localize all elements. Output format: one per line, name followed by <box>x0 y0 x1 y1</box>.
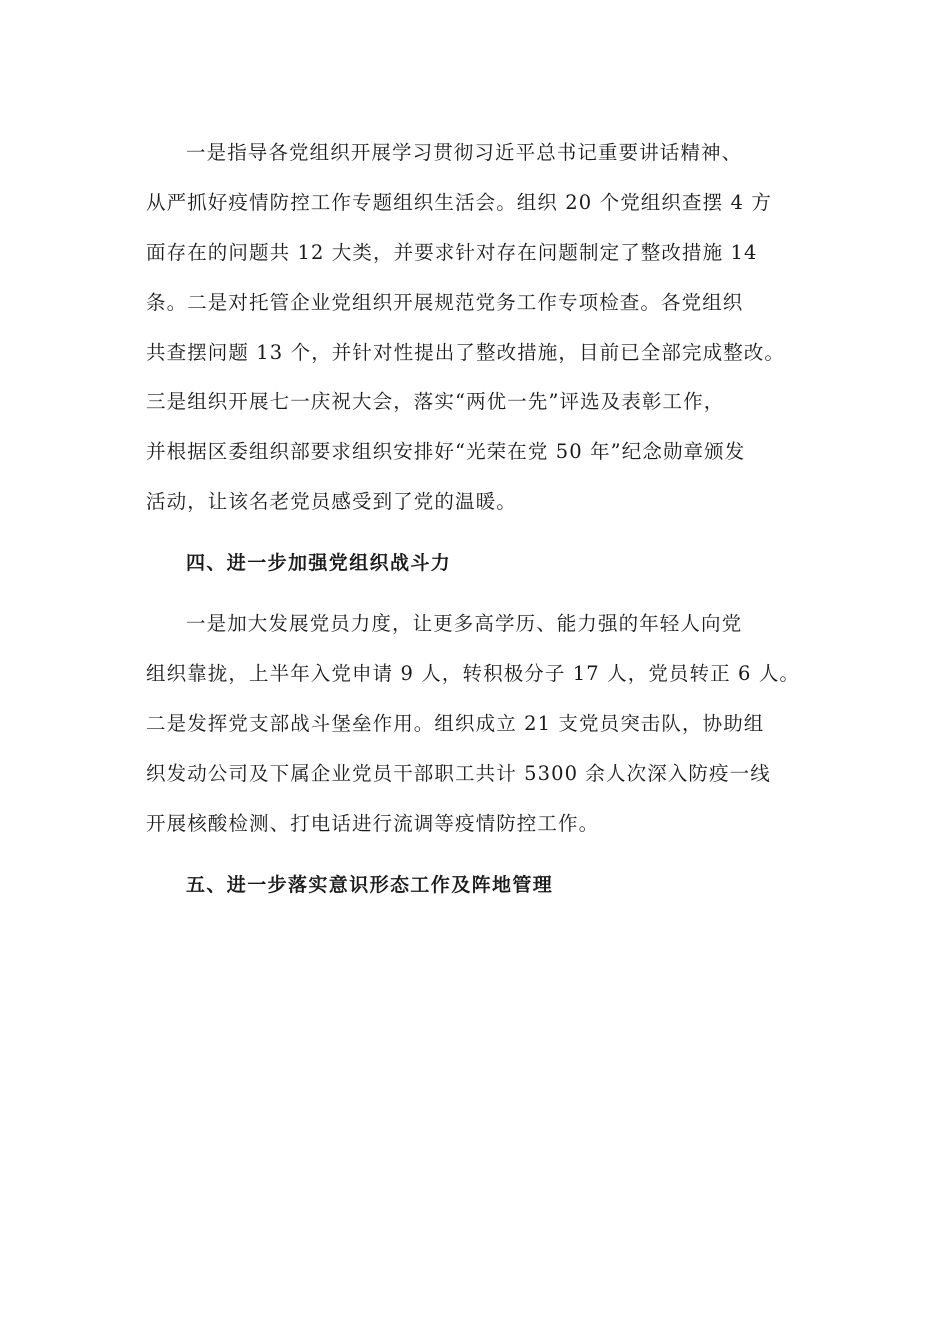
section-heading-5: 五、进一步落实意识形态工作及阵地管理 <box>186 874 554 896</box>
paragraph-1-line-2: 从严抓好疫情防控工作专题组织生活会。组织 20 个党组织查摆 4 方 <box>146 191 772 214</box>
paragraph-2-line-5: 开展核酸检测、打电话进行流调等疫情防控工作。 <box>146 812 600 835</box>
paragraph-1-line-4: 条。二是对托管企业党组织开展规范党务工作专项检查。各党组织 <box>146 291 744 314</box>
paragraph-1-line-3: 面存在的问题共 12 大类，并要求针对存在问题制定了整改措施 14 <box>146 241 758 264</box>
paragraph-1-line-5: 共查摆问题 13 个，并针对性提出了整改措施，目前已全部完成整改。 <box>146 341 786 364</box>
paragraph-1-line-6: 三是组织开展七一庆祝大会，落实“两优一先”评选及表彰工作， <box>146 390 725 413</box>
paragraph-1-line-8: 活动，让该名老党员感受到了党的温暖。 <box>146 490 517 513</box>
section-heading-4: 四、进一步加强党组织战斗力 <box>186 552 452 574</box>
paragraph-1-line-1: 一是指导各党组织开展学习贯彻习近平总书记重要讲话精神、 <box>186 141 743 164</box>
paragraph-2-line-2: 组织靠拢，上半年入党申请 9 人，转积极分子 17 人，党员转正 6 人。 <box>146 662 801 685</box>
paragraph-2-line-4: 织发动公司及下属企业党员干部职工共计 5300 余人次深入防疫一线 <box>146 762 771 785</box>
paragraph-1-line-7: 并根据区委组织部要求组织安排好“光荣在党 50 年”纪念勋章颁发 <box>146 440 746 463</box>
paragraph-2-line-3: 二是发挥党支部战斗堡垒作用。组织成立 21 支党员突击队，协助组 <box>146 712 765 735</box>
paragraph-2-line-1: 一是加大发展党员力度，让更多高学历、能力强的年轻人向党 <box>186 612 743 635</box>
